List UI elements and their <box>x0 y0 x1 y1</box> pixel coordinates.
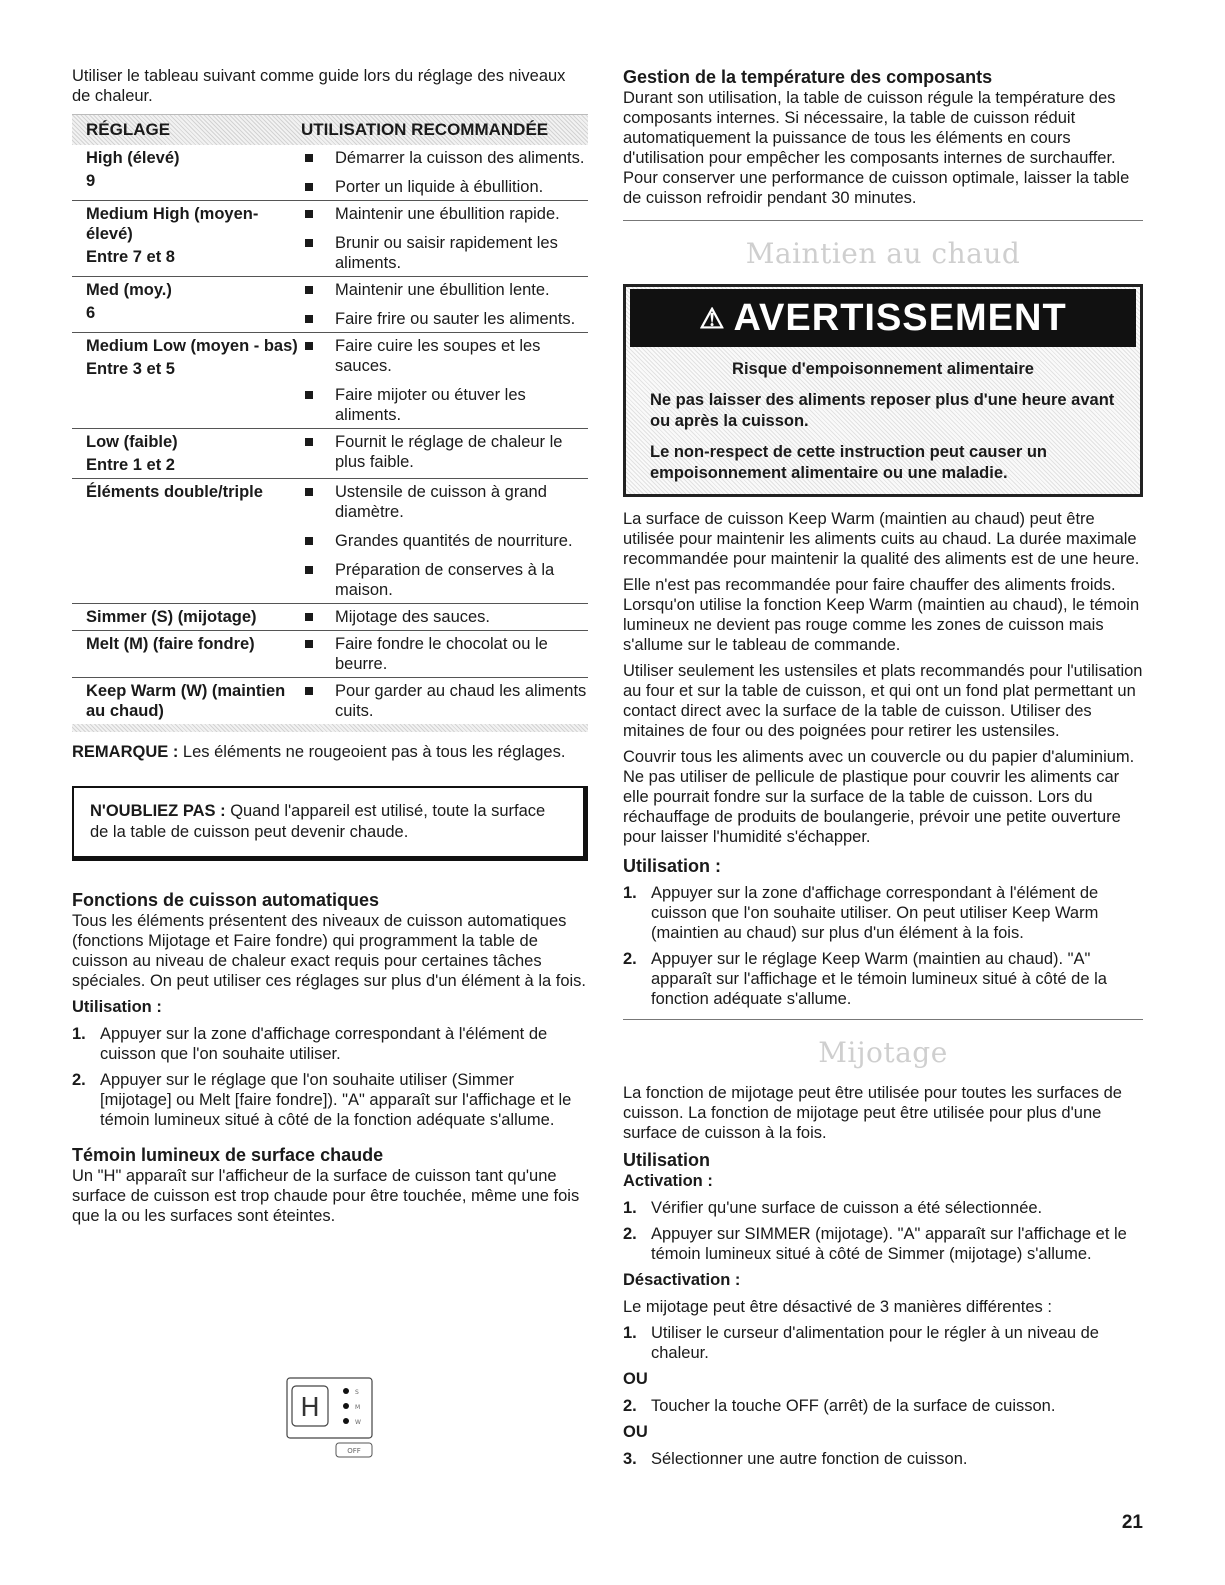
warning-triangle-icon: ⚠ <box>699 302 726 334</box>
use-item <box>301 560 588 600</box>
divider <box>623 220 1143 221</box>
use-text: Pour garder au chaud les aliments cuits. <box>335 682 587 720</box>
step-item <box>72 1024 588 1064</box>
activation-label: Activation : <box>623 1172 713 1190</box>
remark-text: Les éléments ne rougeoient pas à tous les réglages. <box>178 743 566 761</box>
left-column <box>72 66 588 1226</box>
use-text: Porter un liquide à ébullition. <box>335 178 544 196</box>
use-item <box>301 336 588 376</box>
use-cell <box>301 634 588 674</box>
remark <box>72 742 588 762</box>
table-row <box>72 145 588 201</box>
bullet-square-icon <box>305 488 313 496</box>
table-row <box>72 429 588 479</box>
step-text: Appuyer sur la zone d'affichage correspondant à l'élément de cuisson que l'on souhaite utiliser. <box>100 1025 548 1063</box>
setting-cell <box>72 336 301 425</box>
simmer-text: La fonction de mijotage peut être utilisée pour toutes les surfaces de cuisson. La fonction de mijotage peut être utilisée pour plus d'une surface de cuisson à la fois. <box>623 1084 1122 1142</box>
bullet-square-icon <box>305 613 313 621</box>
deactivation-option-1 <box>623 1323 1143 1363</box>
heat-table-header <box>72 114 588 145</box>
setting-cell <box>72 482 301 600</box>
bullet-square-icon <box>305 687 313 695</box>
activation-steps <box>623 1198 1143 1264</box>
setting-name: Melt (M) (faire fondre) <box>86 635 255 653</box>
heat-table <box>72 114 588 732</box>
header-use: UTILISATION RECOMMANDÉE <box>301 120 549 139</box>
setting-level: 9 <box>86 172 96 190</box>
setting-level: Entre 3 et 5 <box>86 360 175 378</box>
use-item <box>301 432 588 472</box>
table-row <box>72 333 588 429</box>
temp-text: Durant son utilisation, la table de cuisson régule la température des composants internes. Si nécessaire, la table de cuisson réduit automatiquement la puissance de tous les éléments en cours d'utilisation pour empêcher les composants internes de surchauffer. Pour conserver une performance de cuisson optimale, laisser la table de cuisson refroidir pendant 30 minutes. <box>623 89 1130 207</box>
bullet-square-icon <box>305 342 313 350</box>
off-button-label: OFF <box>347 1447 361 1455</box>
use-text: Démarrer la cuisson des aliments. <box>335 149 585 167</box>
use-cell <box>301 432 588 475</box>
step-item <box>72 1070 588 1130</box>
keep-warm-p4: Couvrir tous les aliments avec un couvercle ou du papier d'aluminium. Ne pas utiliser de pellicule de plastique pour couvrir les aliments car elle pourrait fondre sur la surface de la table de cuisson. Lors du réchauffage de produits de boulangerie, prévoir une petite ouverture pour laisser l'humidité s'échapper. <box>623 748 1135 846</box>
step-text: Appuyer sur SIMMER (mijotage). "A" apparaît sur l'affichage et le témoin lumineux situé à côté de Simmer (mijotage) s'allume. <box>651 1225 1127 1263</box>
use-cell <box>301 280 588 329</box>
use-text: Faire fondre le chocolat ou le beurre. <box>335 635 548 673</box>
bullet-square-icon <box>305 640 313 648</box>
use-text: Mijotage des sauces. <box>335 608 491 626</box>
warning-line-2: Le non-respect de cette instruction peut causer un empoisonnement alimentaire ou une maladie. <box>650 443 1047 482</box>
setting-cell <box>72 280 301 329</box>
setting-cell <box>72 607 301 627</box>
use-item <box>301 634 588 674</box>
use-item <box>301 607 588 627</box>
indicator-w-dot <box>343 1418 349 1424</box>
step-item: 1. Utiliser le curseur d'alimentation pour le régler à un niveau de chaleur. <box>623 1324 1099 1362</box>
warning-subtitle: Risque d'empoisonnement alimentaire <box>732 360 1034 378</box>
indicator-m-label: M <box>355 1404 361 1411</box>
simmer-use-label: Utilisation <box>623 1150 711 1170</box>
setting-name: Medium Low (moyen - bas) <box>86 337 298 355</box>
use-item <box>301 681 588 721</box>
use-text: Maintenir une ébullition rapide. <box>335 205 560 223</box>
table-footer <box>72 724 588 732</box>
bullet-square-icon <box>305 315 313 323</box>
setting-name: Med (moy.) <box>86 281 172 299</box>
setting-cell <box>72 432 301 475</box>
table-row <box>72 678 588 724</box>
use-cell <box>301 681 588 721</box>
use-text: Faire cuire les soupes et les sauces. <box>335 337 541 375</box>
step-item: 2. Toucher la touche OFF (arrêt) de la surface de cuisson. <box>623 1397 1056 1415</box>
use-item <box>301 148 588 168</box>
step-text: Appuyer sur le réglage que l'on souhaite utiliser (Simmer [mijotage] ou Melt [faire fondre]). "A" apparaît sur l'affichage et le témoin lumineux situé à côté de la fonction adéquate s'allume. <box>100 1071 572 1129</box>
step-number: 2. <box>623 1225 637 1243</box>
indicator-w-label: W <box>355 1419 361 1426</box>
bullet-square-icon <box>305 154 313 162</box>
or-label: OU <box>623 1370 648 1388</box>
table-row <box>72 479 588 604</box>
temp-heading: Gestion de la température des composants <box>623 67 993 87</box>
setting-name: High (élevé) <box>86 149 180 167</box>
bullet-square-icon <box>305 210 313 218</box>
hot-surface-text: Un "H" apparaît sur l'afficheur de la surface de cuisson tant qu'une surface de cuisson est trop chaude pour être touchée, même une fois que la ou les surfaces sont éteintes. <box>72 1167 580 1225</box>
page-number: 21 <box>1121 1512 1143 1533</box>
header-setting: RÉGLAGE <box>86 120 171 139</box>
use-item <box>301 309 588 329</box>
setting-name: Simmer (S) (mijotage) <box>86 608 257 626</box>
use-text: Ustensile de cuisson à grand diamètre. <box>335 483 547 521</box>
remark-label: REMARQUE : <box>72 743 179 761</box>
setting-name: Medium High (moyen-élevé) <box>86 205 259 243</box>
use-text: Fournit le réglage de chaleur le plus faible. <box>335 433 563 471</box>
use-text: Brunir ou saisir rapidement les aliments. <box>335 234 558 272</box>
display-digit: H <box>300 1393 320 1423</box>
setting-level: Entre 1 et 2 <box>86 456 175 474</box>
auto-use-label: Utilisation : <box>72 998 162 1016</box>
auto-steps <box>72 1024 588 1130</box>
use-item <box>301 280 588 300</box>
control-display-illustration <box>286 1376 376 1460</box>
table-row <box>72 201 588 277</box>
use-cell <box>301 204 588 273</box>
step-item: 3. Sélectionner une autre fonction de cuisson. <box>623 1450 968 1468</box>
warning-banner <box>630 289 1136 347</box>
step-item <box>623 949 1143 1009</box>
reminder-box <box>72 786 588 861</box>
warning-banner-text: AVERTISSEMENT <box>733 296 1067 339</box>
indicator-s-dot <box>343 1388 349 1394</box>
deactivation-option-2 <box>623 1396 1143 1416</box>
step-number: 1. <box>623 884 637 902</box>
or-label: OU <box>623 1423 648 1441</box>
step-item <box>623 1198 1143 1218</box>
auto-functions-text: Tous les éléments présentent des niveaux de cuisson automatiques (fonctions Mijotage et Faire fondre) qui programment la table de cuisson au niveau de chaleur exact requis pour certaines tâches spéciales. On peut utiliser ces réglages sur plus d'un élément à la fois. <box>72 912 587 990</box>
step-item <box>623 1224 1143 1264</box>
step-number: 1. <box>72 1025 86 1043</box>
use-item <box>301 385 588 425</box>
table-row <box>72 604 588 631</box>
use-cell <box>301 336 588 425</box>
reminder-label: N'OUBLIEZ PAS : <box>90 802 226 820</box>
step-text: Appuyer sur la zone d'affichage correspondant à l'élément de cuisson que l'on souhaite utiliser. On peut utiliser Keep Warm (maintien au chaud) sur plus d'un élément à la fois. <box>651 884 1099 942</box>
step-text: Appuyer sur le réglage Keep Warm (maintien au chaud). "A" apparaît sur l'affichage et le témoin lumineux situé à côté de la fonction adéquate s'allume. <box>651 950 1107 1008</box>
step-number: 2. <box>623 950 637 968</box>
use-item <box>301 204 588 224</box>
use-item <box>301 531 588 551</box>
table-row <box>72 277 588 333</box>
deactivation-label: Désactivation : <box>623 1271 741 1289</box>
bullet-square-icon <box>305 537 313 545</box>
use-item <box>301 177 588 197</box>
use-text: Préparation de conserves à la maison. <box>335 561 555 599</box>
indicator-s-label: S <box>355 1389 359 1396</box>
divider <box>623 1019 1143 1020</box>
right-column <box>623 66 1143 1469</box>
use-text: Faire frire ou sauter les aliments. <box>335 310 576 328</box>
step-number: 2. <box>72 1071 86 1089</box>
deactivation-option-3 <box>623 1449 1143 1469</box>
use-item <box>301 233 588 273</box>
deactivation-text: Le mijotage peut être désactivé de 3 manières différentes : <box>623 1298 1052 1316</box>
setting-name: Éléments double/triple <box>86 483 263 501</box>
setting-cell <box>72 204 301 273</box>
setting-name: Low (faible) <box>86 433 178 451</box>
keep-warm-steps <box>623 883 1143 1009</box>
bullet-square-icon <box>305 239 313 247</box>
use-text: Maintenir une ébullition lente. <box>335 281 550 299</box>
bullet-square-icon <box>305 391 313 399</box>
warning-box <box>623 284 1143 497</box>
keep-warm-p3: Utiliser seulement les ustensiles et plats recommandés pour l'utilisation au four et sur la table de cuisson, et qui ont un fond plat permettant un contact direct avec la surface de la table de cuisson. Utiliser des mitaines de four ou des poignées pour retirer les ustensiles. <box>623 662 1143 740</box>
use-cell <box>301 482 588 600</box>
auto-functions-heading: Fonctions de cuisson automatiques <box>72 890 380 910</box>
bullet-square-icon <box>305 566 313 574</box>
use-item <box>301 482 588 522</box>
warning-line-1: Ne pas laisser des aliments reposer plus d'une heure avant ou après la cuisson. <box>650 391 1115 430</box>
keep-warm-use-label: Utilisation : <box>623 856 721 876</box>
bullet-square-icon <box>305 183 313 191</box>
setting-cell <box>72 634 301 674</box>
table-intro: Utiliser le tableau suivant comme guide lors du réglage des niveaux de chaleur. <box>72 67 566 105</box>
setting-level: Entre 7 et 8 <box>86 248 175 266</box>
use-text: Faire mijoter ou étuver les aliments. <box>335 386 526 424</box>
use-cell <box>301 148 588 197</box>
use-text: Grandes quantités de nourriture. <box>335 532 573 550</box>
setting-cell <box>72 681 301 721</box>
bullet-square-icon <box>305 286 313 294</box>
step-item <box>623 883 1143 943</box>
indicator-m-dot <box>343 1403 349 1409</box>
reminder-text: Quand l'appareil est utilisé, toute la surface de la table de cuisson peut devenir chaude. <box>90 802 546 841</box>
step-text: Vérifier qu'une surface de cuisson a été sélectionnée. <box>651 1199 1043 1217</box>
hot-surface-heading: Témoin lumineux de surface chaude <box>72 1145 384 1165</box>
use-cell <box>301 607 588 627</box>
keep-warm-p2: Elle n'est pas recommandée pour faire chauffer des aliments froids. Lorsqu'on utilise la fonction Keep Warm (maintien au chaud), le témoin lumineux ne devient pas rouge comme les zones de cuisson mais s'allume sur le tableau de commande. <box>623 576 1140 654</box>
step-number: 1. <box>623 1199 637 1217</box>
setting-name: Keep Warm (W) (maintien au chaud) <box>86 682 286 720</box>
table-row <box>72 631 588 678</box>
setting-cell <box>72 148 301 197</box>
keep-warm-title: Maintien au chaud <box>745 237 1021 270</box>
keep-warm-p1: La surface de cuisson Keep Warm (maintien au chaud) peut être utilisée pour maintenir les aliments cuits au chaud. La durée maximale recommandée pour maintenir la qualité des aliments est de une heure. <box>623 510 1140 568</box>
simmer-title: Mijotage <box>818 1036 948 1069</box>
setting-level: 6 <box>86 304 96 322</box>
bullet-square-icon <box>305 438 313 446</box>
